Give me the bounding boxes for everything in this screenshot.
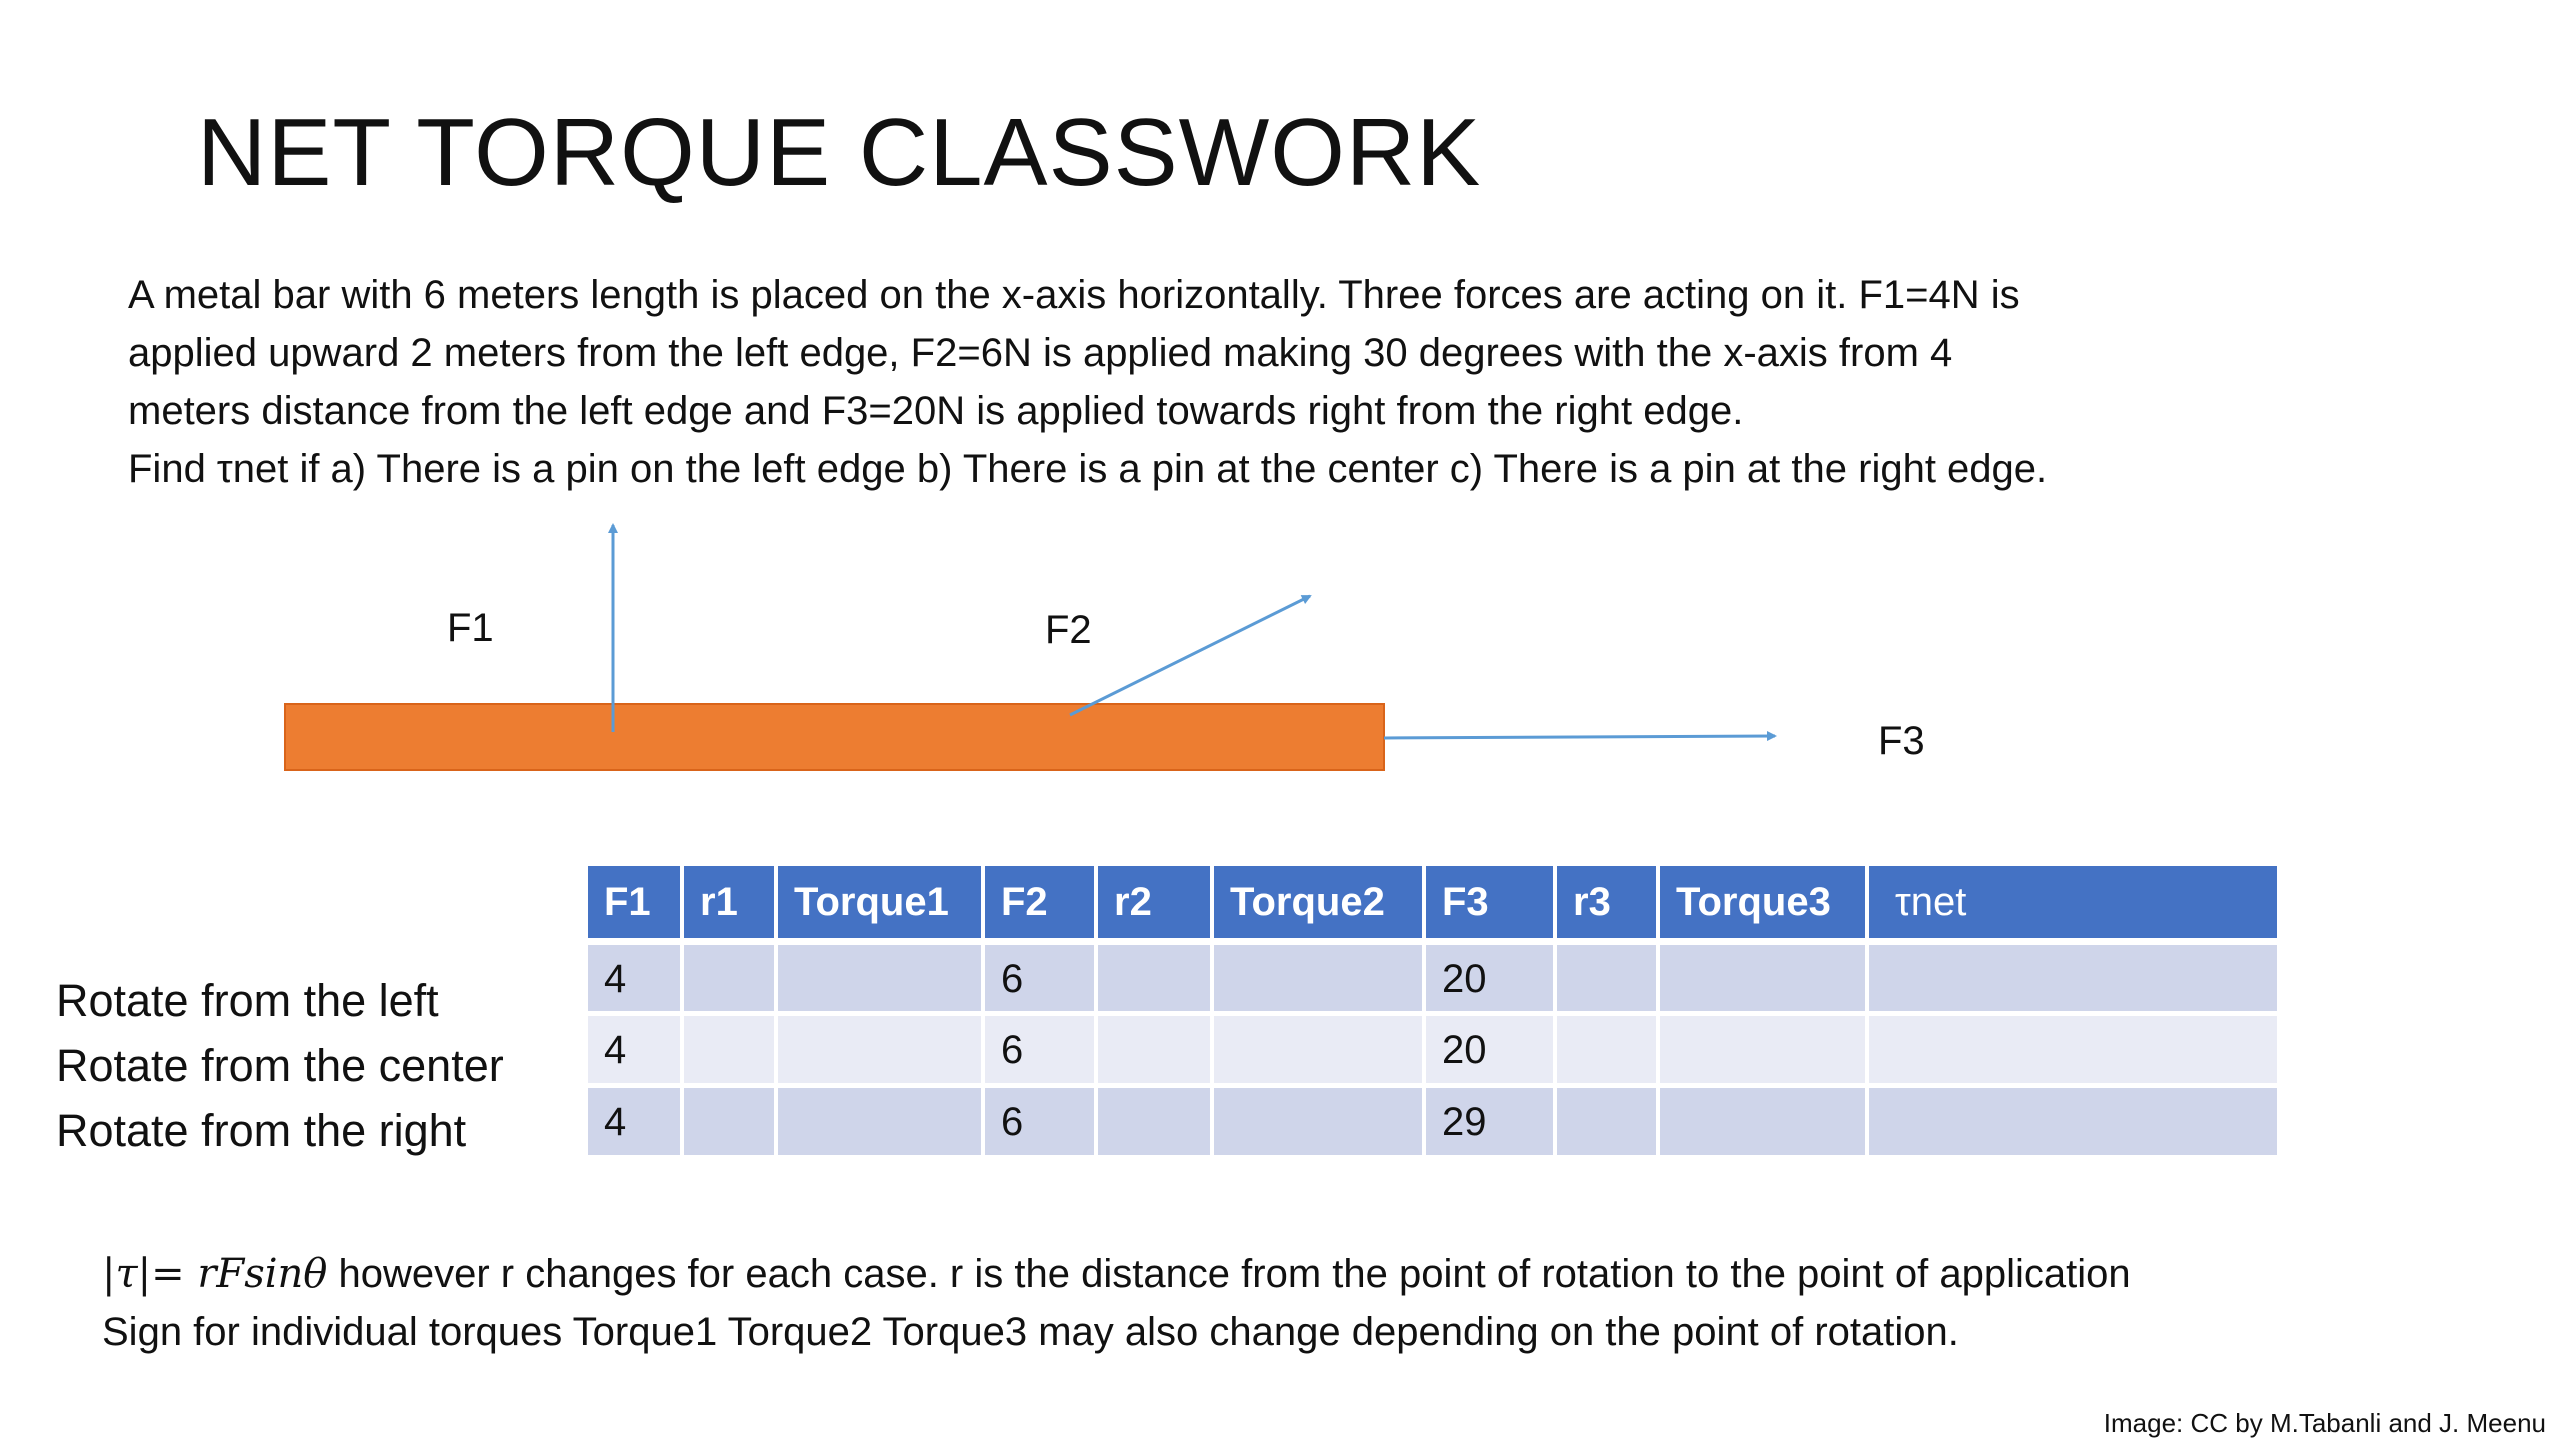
table-cell	[1212, 942, 1424, 1014]
table-cell: 6	[983, 1086, 1096, 1158]
table-cell	[1555, 1086, 1658, 1158]
table-cell	[1212, 1086, 1424, 1158]
table-cell: 4	[588, 942, 682, 1014]
table-cell	[1212, 1014, 1424, 1086]
table-cell	[1867, 1086, 2279, 1158]
force-diagram	[0, 500, 2560, 800]
problem-question: Find τnet if a) There is a pin on the left edge b) There is a pin at the center c) There is a pin at the right edge.	[128, 447, 2048, 491]
table-cell: 6	[983, 942, 1096, 1014]
table-cell: 29	[1424, 1086, 1555, 1158]
hint-note	[102, 1245, 2131, 1361]
table-cell	[1867, 942, 2279, 1014]
table-cell	[776, 1086, 983, 1158]
table-cell: 4	[588, 1014, 682, 1086]
f2-label: F2	[1045, 608, 1092, 652]
header-r2: r2	[1096, 866, 1212, 942]
f1-label: F1	[447, 606, 494, 650]
page-title: NET TORQUE CLASSWORK	[197, 99, 1482, 206]
table-cell	[682, 942, 776, 1014]
table-cell	[1096, 1086, 1212, 1158]
f2-arrow	[1070, 596, 1310, 715]
hint-text: however r changes for each case. r is the distance from the point of rotation to the point of application	[327, 1252, 2131, 1296]
table-cell: 20	[1424, 1014, 1555, 1086]
table-row	[588, 1014, 2279, 1086]
row-label-left: Rotate from the left	[56, 975, 439, 1026]
table-cell	[1867, 1014, 2279, 1086]
hint-line: Sign for individual torques Torque1 Torque2 Torque3 may also change depending on the point of rotation.	[102, 1310, 1959, 1354]
table-cell	[682, 1086, 776, 1158]
problem-statement	[128, 266, 2428, 498]
header-f2: F2	[983, 866, 1096, 942]
table-cell: 4	[588, 1086, 682, 1158]
table-cell	[682, 1014, 776, 1086]
table-cell	[1658, 1014, 1867, 1086]
table-cell	[1658, 942, 1867, 1014]
table-cell	[776, 942, 983, 1014]
header-f3: F3	[1424, 866, 1555, 942]
table-cell	[1658, 1086, 1867, 1158]
image-credit: Image: CC by M.Tabanli and J. Meenu	[2103, 1408, 2546, 1438]
table-cell: 20	[1424, 942, 1555, 1014]
header-torque2: Torque2	[1212, 866, 1424, 942]
table-header-row	[588, 866, 2279, 942]
f3-label: F3	[1878, 719, 1925, 763]
header-torque1: Torque1	[776, 866, 983, 942]
problem-line: applied upward 2 meters from the left edge, F2=6N is applied making 30 degrees with the x-axis from 4	[128, 331, 1953, 375]
table-cell: 6	[983, 1014, 1096, 1086]
table-cell	[1096, 1014, 1212, 1086]
header-torque3: Torque3	[1658, 866, 1867, 942]
metal-bar	[285, 704, 1384, 770]
header-r3: r3	[1555, 866, 1658, 942]
header-f1: F1	[588, 866, 682, 942]
hint-line	[102, 1245, 2131, 1303]
table-row	[588, 942, 2279, 1014]
table-cell	[1096, 942, 1212, 1014]
header-r1: r1	[682, 866, 776, 942]
header-tau-net: τnet	[1867, 866, 2279, 942]
row-label-right: Rotate from the right	[56, 1105, 467, 1156]
row-label-center: Rotate from the center	[56, 1040, 504, 1091]
torque-formula: |τ|= rFsinθ	[102, 1251, 328, 1297]
torque-table	[588, 866, 2281, 1160]
row-labels	[56, 968, 504, 1163]
table-row	[588, 1086, 2279, 1158]
table-cell	[1555, 942, 1658, 1014]
f3-arrow	[1384, 736, 1775, 738]
table-cell	[776, 1014, 983, 1086]
problem-line: A metal bar with 6 meters length is placed on the x-axis horizontally. Three forces are acting on it. F1=4N is	[128, 273, 2020, 317]
table-cell	[1555, 1014, 1658, 1086]
problem-line: meters distance from the left edge and F3=20N is applied towards right from the right edge.	[128, 389, 1744, 433]
